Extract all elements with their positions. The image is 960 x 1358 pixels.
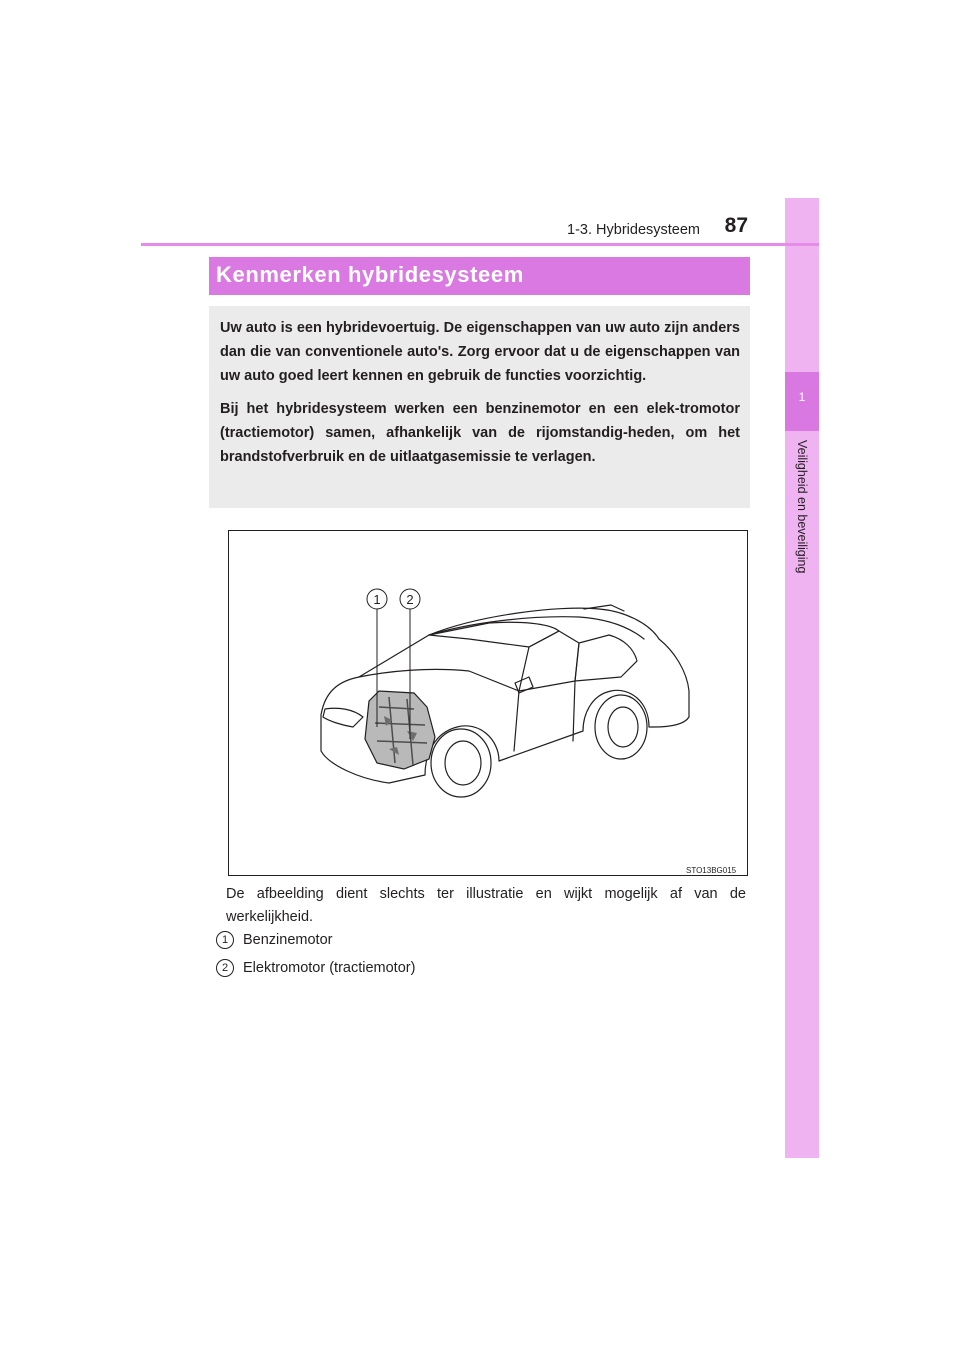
intro-box	[209, 306, 750, 508]
car-front-window	[519, 631, 579, 691]
car-windshield	[429, 622, 559, 647]
car-door-line	[573, 681, 575, 741]
car-mirror	[515, 677, 533, 693]
section-reference: 1-3. Hybridesysteem	[567, 222, 700, 238]
car-rear-wheel	[595, 695, 647, 759]
svg-text:2: 2	[406, 592, 414, 607]
chapter-side-tab	[785, 198, 819, 1158]
callout-2	[400, 589, 420, 609]
legend-number-1: 1	[216, 931, 234, 949]
figure-caption: De afbeelding dient slechts ter illustratie en wijkt mogelijk af van de werkelijkheid.	[226, 886, 746, 925]
chapter-label: Veiligheid en beveiliging	[795, 440, 809, 574]
car-side-line	[514, 691, 519, 751]
callout-1	[367, 589, 387, 609]
figure-code: STO13BG015	[686, 866, 737, 875]
legend-label-2: Elektromotor (tractiemotor)	[243, 960, 416, 976]
section-title: Kenmerken hybridesysteem	[216, 262, 524, 287]
intro-paragraph-1: Uw auto is een hybridevoertuig. De eigenschappen van uw auto zijn anders dan die van conventionele auto's. Zorg ervoor dat u de eigenschappen van uw auto goed leert kennen en gebruik de functies voorzichtig.	[220, 320, 740, 384]
car-drawing	[229, 531, 747, 875]
intro-paragraph-2: Bij het hybridesysteem werken een benzinemotor en een elek-tromotor (tractiemotor) samen, afhankelijk van de rijomstandig-heden, om het brandstofverbruik en de uitlaatgasemissie te verlagen.	[220, 401, 740, 465]
car-front-wheel	[431, 729, 491, 797]
legend-label-1: Benzinemotor	[243, 932, 333, 948]
page-number: 87	[724, 214, 748, 237]
chapter-number: 1	[798, 390, 806, 404]
legend-number-2: 2	[216, 959, 234, 977]
svg-text:1: 1	[373, 592, 381, 607]
engine-block	[365, 691, 435, 769]
header-rule	[141, 243, 819, 246]
vehicle-illustration	[228, 530, 748, 876]
car-rear-window	[575, 635, 637, 681]
car-hood	[359, 669, 519, 691]
car-headlight	[323, 708, 363, 727]
